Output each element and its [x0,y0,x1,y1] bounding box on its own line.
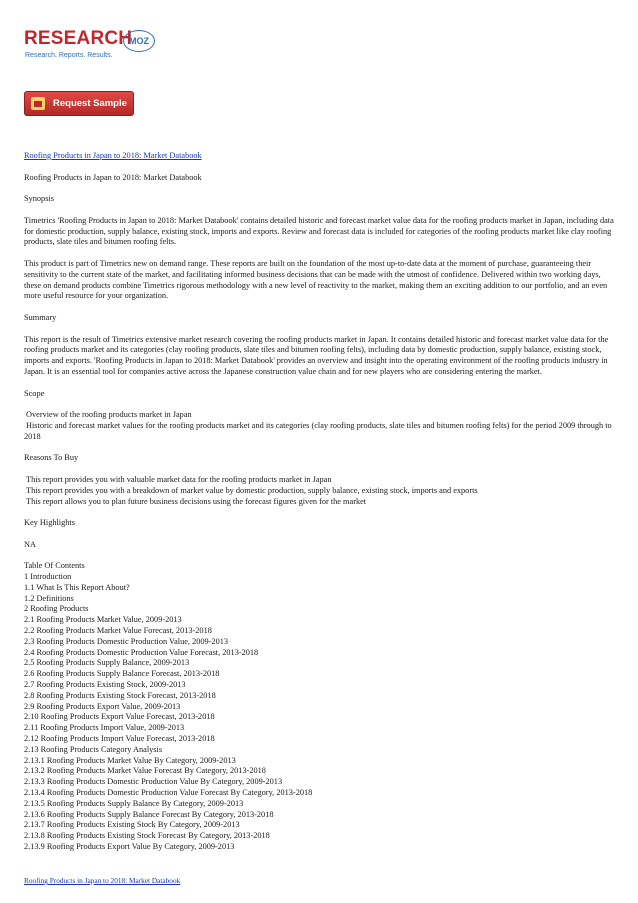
toc-item: 2.13.7 Roofing Products Existing Stock By Category, 2009-2013 [24,820,240,830]
toc-item: 2.6 Roofing Products Supply Balance Forecast, 2013-2018 [24,669,220,679]
toc-item: 2.10 Roofing Products Export Value Forecast, 2013-2018 [24,712,215,722]
toc-item: 2.12 Roofing Products Import Value Forecast, 2013-2018 [24,734,215,744]
toc-item: 2.11 Roofing Products Import Value, 2009-2013 [24,723,185,733]
logo-wordmark: RESEARCH [24,28,133,49]
highlights-value: NA [24,539,36,549]
scope-item: Overview of the roofing products market in Japan [26,410,192,420]
toc-item: 2.13.4 Roofing Products Domestic Production Value Forecast By Category, 2013-2018 [24,788,313,798]
toc-item: 2.13.9 Roofing Products Export Value By Category, 2009-2013 [24,842,235,851]
toc-item: 2.13.1 Roofing Products Market Value By Category, 2009-2013 [24,755,236,765]
toc-item: 2.13.5 Roofing Products Supply Balance By Category, 2009-2013 [24,798,244,808]
toc-item: 2.8 Roofing Products Existing Stock Forecast, 2013-2018 [24,690,216,700]
toc-item: 2 Roofing Products [24,604,89,614]
synopsis-paragraph-1: Timetrics 'Roofing Products in Japan to 2018: Market Databook' contains detailed historic and forecast market value data for the roofing products market in Japan, including data for domestic production, supply balance, existing stock, imports and exports. Review and forecast data is included for categories of the roofing products market like clay roofing products, slate tiles and bitumen roofing felts. [24,215,614,247]
toc-item: 2.5 Roofing Products Supply Balance, 2009-2013 [24,658,190,668]
report-title: Roofing Products in Japan to 2018: Market Databook [24,172,202,182]
toc-item: 2.4 Roofing Products Domestic Production Value Forecast, 2013-2018 [24,647,259,657]
researchmoz-logo[interactable] [24,28,164,68]
toc-heading: Table Of Contents [24,561,85,571]
logo-moz-badge: MOZ [123,30,155,52]
synopsis-paragraph-2: This product is part of Timetrics new on demand range. These reports are built on the foundation of the most up-to-date data at the moment of purchase, guaranteeing their sensitivity to the current state of the market, and facilitating informed business decisions that can be made with the utmost of confidence. Delivered within two working days, these on demand products combine Timetrics rigorous methodology with a new level of reactivity to the market, making them an exciting addition to our portfolio, and an even more useful resource for your organization. [24,258,608,301]
reason-item: This report provides you with a breakdown of market value by domestic production, supply balance, existing stock, imports and exports [26,485,478,495]
synopsis-heading: Synopsis [24,194,54,204]
toc-item: 1 Introduction [24,572,72,582]
toc-item: 2.7 Roofing Products Existing Stock, 2009-2013 [24,680,186,690]
toc-item: 2.9 Roofing Products Export Value, 2009-2013 [24,701,181,711]
toc-item: 2.13.2 Roofing Products Market Value Forecast By Category, 2013-2018 [24,766,266,776]
toc-item: 2.1 Roofing Products Market Value, 2009-2013 [24,615,182,625]
reason-item: This report allows you to plan future business decisions using the forecast figures given for the market [26,496,367,506]
table-of-contents [24,561,614,853]
toc-item: 2.3 Roofing Products Domestic Production Value, 2009-2013 [24,636,229,646]
reasons-heading: Reasons To Buy [24,453,79,463]
report-title-link[interactable]: Roofing Products in Japan to 2018: Market Databook [24,151,202,160]
toc-item: 1.1 What Is This Report About? [24,582,130,592]
toc-item: 2.2 Roofing Products Market Value Forecast, 2013-2018 [24,626,212,636]
request-sample-button[interactable] [24,91,134,116]
toc-item: 2.13 Roofing Products Category Analysis [24,744,163,754]
toc-item: 1.2 Definitions [24,593,74,603]
reason-item: This report provides you with valuable market data for the roofing products market in Japan [26,474,332,484]
summary-paragraph: This report is the result of Timetrics extensive market research covering the roofing products market in Japan. It contains detailed historic and forecast market value data for the roofing products market and its categories (clay roofing products, slate tiles and bitumen roofing felts), including data by domestic production, supply balance, existing stock, imports and exports. 'Roofing Products in Japan to 2018: Market Databook' provides an overview and insight into the operating environment of the roofing products industry in Japan. It is an essential tool for companies active across the Japanese construction value chain and for new players who are considering entering the market. [24,334,609,376]
summary-heading: Summary [24,312,57,322]
highlights-heading: Key Highlights [24,518,75,528]
scope-item: Historic and forecast market values for the roofing products market and its categories (clay roofing products, slate tiles and bitumen roofing felts) for the period 2009 through to 2018 [24,420,612,441]
logo-tagline: Research. Reports. Results. [25,52,113,59]
scope-heading: Scope [24,388,45,398]
toc-item: 2.13.6 Roofing Products Supply Balance Forecast By Category, 2013-2018 [24,809,274,819]
toc-item: 2.13.3 Roofing Products Domestic Production Value By Category, 2009-2013 [24,777,283,787]
request-sample-label: Request Sample [53,98,127,109]
report-content [24,151,614,853]
report-icon [31,97,45,110]
footer-link[interactable]: Roofing Products in Japan to 2018: Market Databook [24,876,181,885]
toc-item: 2.13.8 Roofing Products Existing Stock Forecast By Category, 2013-2018 [24,831,270,841]
